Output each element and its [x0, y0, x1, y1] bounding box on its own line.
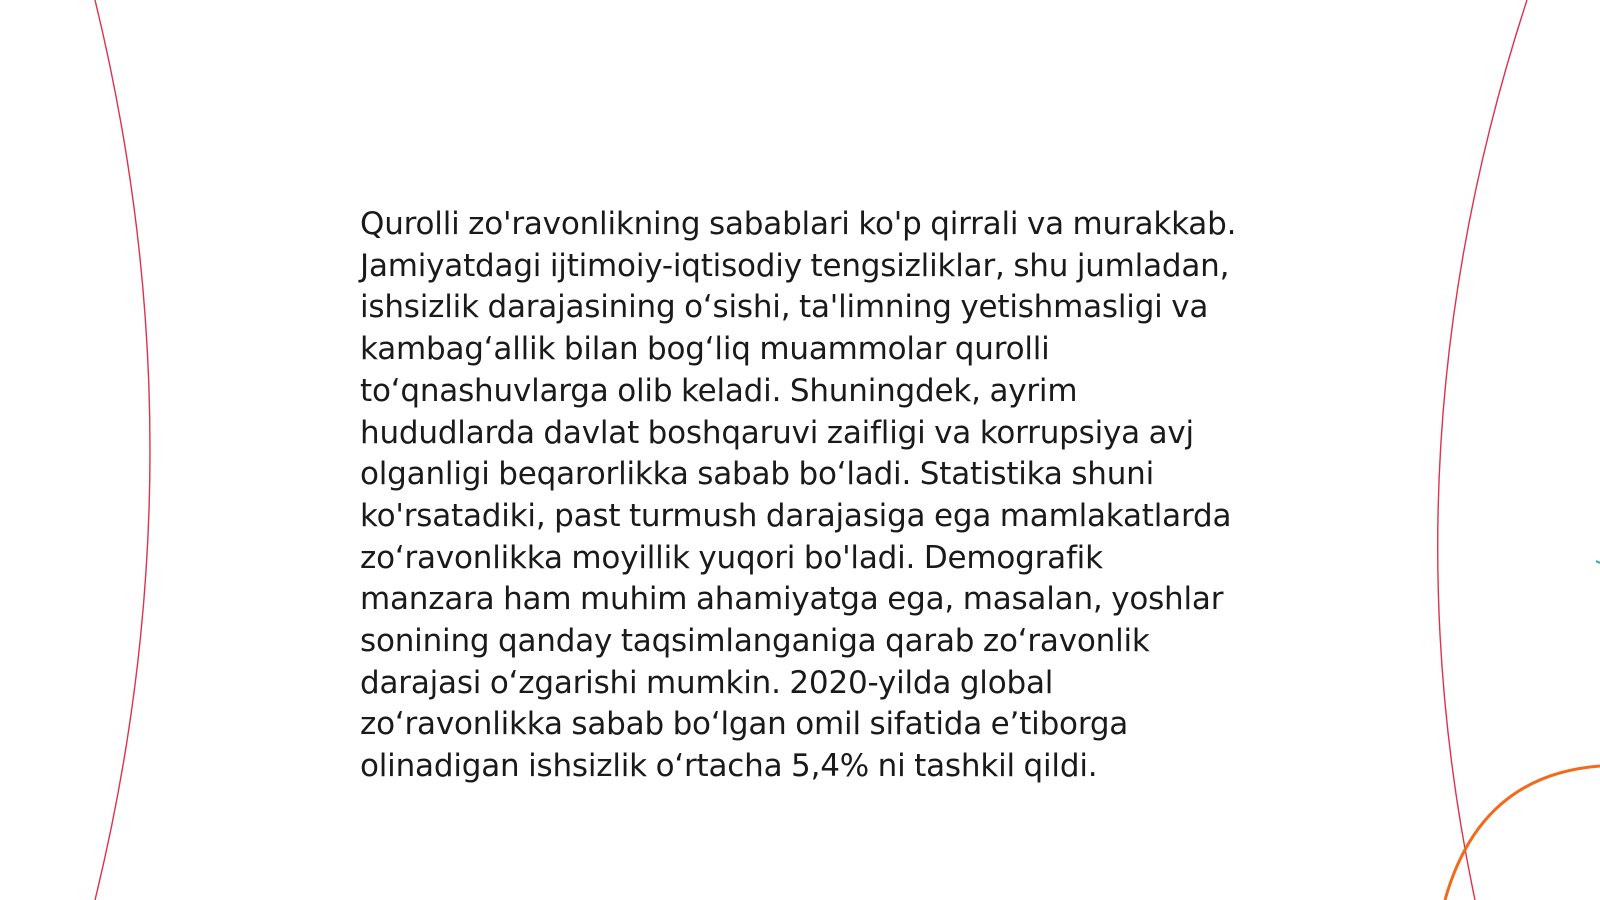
teal-accent-mark — [1596, 561, 1600, 563]
orange-circle-arc — [1445, 766, 1600, 900]
body-paragraph: Qurolli zo'ravonlikning sabablari ko'p qirrali va murakkab. Jamiyatdagi ijtimoiy-iqtisodiy tengsizliklar, shu jumladan, ishsizlik darajasining oʻsishi, ta'limning yetishmasligi va kambagʻallik bilan bogʻliq muammolar qurolli toʻqnashuvlarga olib keladi. Shuningdek, ayrim hududlarda davlat boshqaruvi zaifligi va korrupsiya avj olganligi beqarorlikka sabab boʻladi. Statistika shuni ko'rsatadiki, past turmush darajasiga ega mamlakatlarda zoʻravonlikka moyillik yuqori bo'ladi. Demografik manzara ham muhim ahamiyatga ega, masalan, yoshlar sonining qanday taqsimlanganiga qarab zoʻravonlik darajasi oʻzgarishi mumkin. 2020-yilda global zoʻravonlikka sabab boʻlgan omil sifatida eʼtiborga olinadigan ishsizlik oʻrtacha 5,4% ni tashkil qildi. — [360, 206, 1237, 785]
left-arc-line — [95, 0, 150, 900]
right-arc-line — [1438, 0, 1527, 900]
